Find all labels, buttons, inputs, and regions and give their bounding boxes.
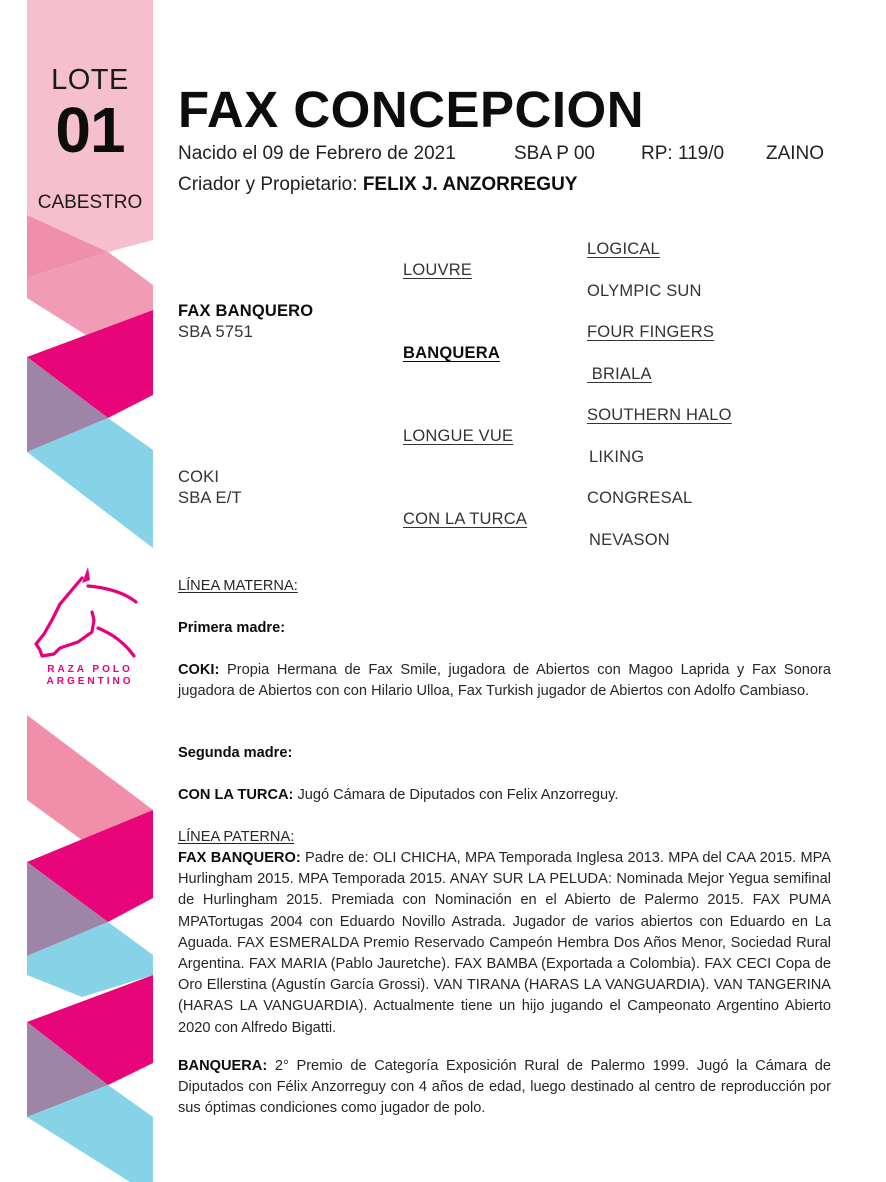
pedigree-link-longue-vue[interactable]: LONGUE VUE [403, 427, 514, 445]
horse-name-title: FAX CONCEPCION [178, 81, 645, 138]
pedigree-link-logical[interactable]: LOGICAL [587, 240, 660, 258]
breeder-name: FELIX J. ANZORREGUY [362, 174, 578, 195]
pedigree-link-briala[interactable]: BRIALA [587, 365, 652, 383]
sire-name: FAX BANQUERO [178, 302, 314, 320]
second-dam-heading: Segunda madre: [178, 745, 293, 761]
pedigree-liking: LIKING [589, 448, 645, 466]
banquera-text: 2° Premio de Categoría Exposición Rural de Palermo 1999. Jugó la Cámara de Diputados con Félix Anzorreguy con 4 años de edad, luego destinado al centro de reproducción por sus óptimas condiciones como jugador de polo. [178, 1058, 831, 1117]
fax-banquero-paragraph [178, 848, 831, 1039]
maternal-line-heading: LÍNEA MATERNA: [178, 578, 298, 594]
pedigree-nevason: NEVASON [589, 531, 670, 549]
banquera-paragraph [178, 1056, 831, 1120]
pedigree-link-southern-halo[interactable]: SOUTHERN HALO [587, 406, 732, 424]
coki-paragraph [178, 660, 831, 702]
paternal-line-heading: LÍNEA PATERNA: [178, 829, 295, 845]
turca-text: Jugó Cámara de Diputados con Felix Anzorreguy. [293, 787, 619, 803]
pedigree-olympic-sun: OLYMPIC SUN [587, 282, 702, 300]
banquero-text: Padre de: OLI CHICHA, MPA Temporada Inglesa 2013. MPA del CAA 2015. MPA Hurlingham 2015. MPA Temporada 2015. ANAY SUR LA PELUDA: Nominada Mejor Yegua semifinal de Hurlingham 2015. Premiada con Nominación en el Abierto de Palermo 2015. FAX PUMA MPATortugas 2004 con Eduardo Novillo Astrada. Jugador de varios abiertos con Eduardo en La Aguada. FAX ESMERALDA Premio Reservado Campeón Hembra Dos Años Menor, Sociedad Rural Argentina. FAX MARIA (Pablo Jauretche). FAX BAMBA (Exportada a Colombia). FAX CECI Copa de Oro Ellerstina (Agustín García Grossi). VAN TIRANA (HARAS LA VANGUARDIA). VAN TANGERINA (HARAS LA VANGUARDIA). Actualmente tiene un hijo jugando el Campeonato Argentino Abierto 2020 con Alfredo Bigatti. [178, 850, 831, 1036]
dam-registration: SBA E/T [178, 489, 242, 507]
pedigree-link-banquera[interactable]: BANQUERA [403, 344, 500, 362]
pedigree-congresal: CONGRESAL [587, 489, 693, 507]
sba-registration: SBA P 00 [514, 143, 595, 164]
lot-label: LOTE [51, 64, 129, 96]
first-dam-heading: Primera madre: [178, 620, 286, 636]
banquera-label: BANQUERA: [178, 1058, 268, 1074]
coki-text: Propia Hermana de Fax Smile, jugadora de Abiertos con Magoo Laprida y Fax Sonora jugadora de Abiertos con con Hilario Ulloa, Fax Turkish jugador de Abiertos con Adolfo Cambiaso. [178, 662, 831, 700]
logo-line-1: RAZA POLO [47, 664, 133, 675]
pedigree-link-louvre[interactable]: LOUVRE [403, 261, 473, 279]
pedigree-link-four-fingers[interactable]: FOUR FINGERS [587, 323, 715, 341]
pedigree-link-con-la-turca[interactable]: CON LA TURCA [403, 510, 528, 528]
coki-label: COKI: [178, 662, 220, 678]
turca-label: CON LA TURCA: [178, 787, 294, 803]
logo-line-2: ARGENTINO [46, 676, 134, 687]
lot-category: CABESTRO [37, 192, 143, 213]
sire-registration: SBA 5751 [178, 323, 253, 341]
coat-color: ZAINO [766, 143, 825, 164]
logo-text [30, 664, 150, 688]
breeder-label: Criador y Propietario: [178, 174, 358, 195]
rp-number: RP: 119/0 [641, 143, 725, 164]
breeder-line [178, 174, 577, 196]
lot-number: 01 [55, 94, 125, 166]
con-la-turca-paragraph [178, 785, 831, 806]
dam-name: COKI [178, 468, 220, 486]
birth-date: Nacido el 09 de Febrero de 2021 [178, 143, 456, 164]
banquero-label: FAX BANQUERO: [178, 850, 301, 866]
